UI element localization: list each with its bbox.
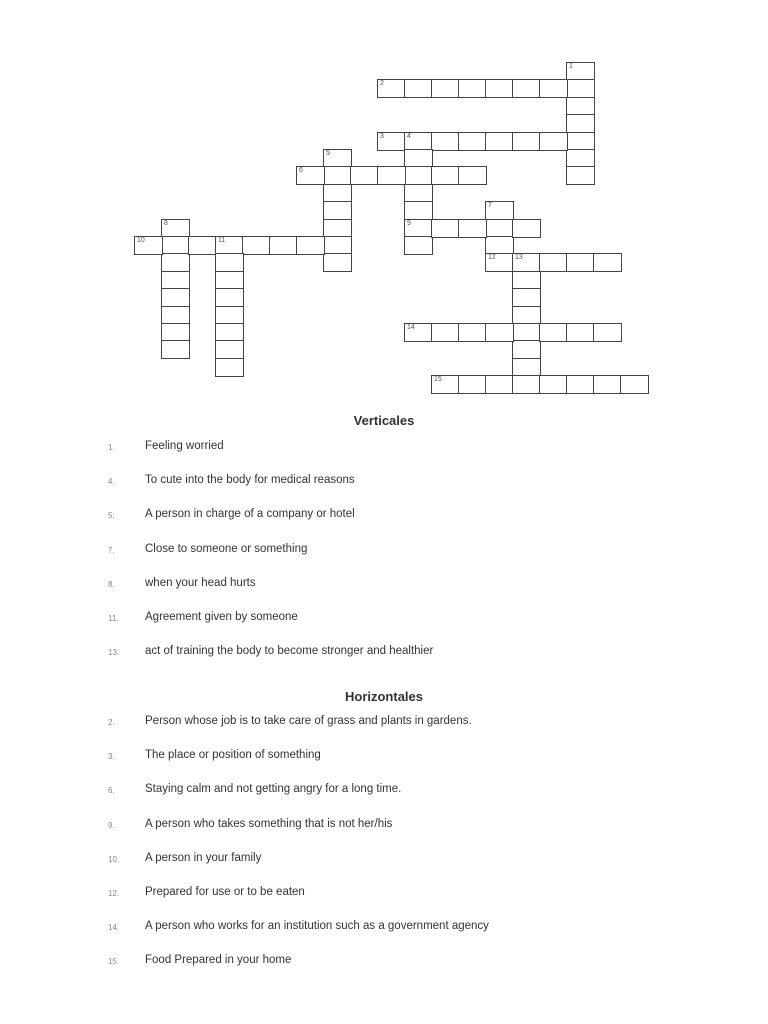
- clue-text: Prepared for use or to be eaten: [145, 886, 305, 898]
- clue-item: [0, 852, 768, 870]
- crossword-cell[interactable]: [161, 306, 190, 325]
- crossword-cell[interactable]: [593, 323, 622, 342]
- crossword-cell[interactable]: [323, 166, 352, 185]
- clue-number: 10.: [108, 854, 120, 864]
- crossword-cell[interactable]: [458, 79, 487, 98]
- clue-item: [0, 954, 768, 972]
- clue-number: 6.: [108, 786, 115, 796]
- horizontales-heading: Horizontales: [344, 689, 423, 704]
- clue-text: The place or position of something: [145, 749, 321, 762]
- crossword-cell[interactable]: [323, 253, 352, 272]
- crossword-cell[interactable]: [215, 306, 244, 325]
- crossword-cell[interactable]: [215, 288, 244, 307]
- crossword-cell[interactable]: [458, 132, 487, 151]
- crossword-cell[interactable]: [323, 219, 352, 238]
- clue-number: 3.: [108, 752, 115, 762]
- crossword-cell[interactable]: [512, 358, 541, 377]
- crossword-cell[interactable]: [323, 149, 352, 168]
- crossword-cell[interactable]: [512, 306, 541, 325]
- crossword-cell[interactable]: [512, 375, 541, 394]
- crossword-cell[interactable]: [566, 323, 595, 342]
- clue-number-label: 2: [380, 80, 384, 88]
- crossword-cell[interactable]: [512, 323, 541, 342]
- clue-number: 13.: [108, 648, 120, 658]
- clue-text: A person in charge of a company or hotel: [145, 508, 355, 521]
- clue-item: [0, 577, 768, 595]
- crossword-cell[interactable]: [215, 358, 244, 377]
- clue-number: 9.: [108, 820, 115, 830]
- crossword-cell[interactable]: [485, 236, 514, 255]
- crossword-cell[interactable]: [404, 79, 433, 98]
- crossword-cell[interactable]: [485, 219, 514, 238]
- clue-item: [0, 886, 768, 904]
- clue-text: A person who takes something that is not her/his: [145, 817, 393, 830]
- clue-number-label: 14: [407, 324, 415, 331]
- crossword-cell[interactable]: [539, 375, 568, 394]
- clue-text: Agreement given by someone: [145, 611, 298, 623]
- crossword-cell[interactable]: [215, 253, 244, 272]
- crossword-cell[interactable]: [512, 288, 541, 307]
- clue-number: 8.: [108, 579, 115, 589]
- crossword-cell[interactable]: [512, 132, 541, 151]
- crossword-cell[interactable]: [404, 166, 433, 185]
- clue-number-label: 8: [164, 219, 168, 227]
- verticales-heading: Verticales: [353, 413, 415, 428]
- crossword-cell[interactable]: [458, 375, 487, 394]
- clue-number-label: 9: [407, 219, 411, 227]
- crossword-cell[interactable]: [431, 166, 460, 185]
- crossword-cell[interactable]: [539, 253, 568, 272]
- crossword-cell[interactable]: [161, 323, 190, 342]
- clue-item: [0, 920, 768, 938]
- crossword-cell[interactable]: [404, 184, 433, 203]
- clue-item: [0, 474, 768, 492]
- clue-number-label: 5: [326, 150, 330, 157]
- clue-number-label: 4: [407, 132, 411, 140]
- crossword-cell[interactable]: [323, 184, 352, 203]
- crossword-cell[interactable]: [458, 219, 487, 238]
- crossword-cell[interactable]: [161, 288, 190, 307]
- crossword-cell[interactable]: [566, 79, 595, 98]
- clue-text: Feeling worried: [145, 440, 224, 452]
- crossword-cell[interactable]: [512, 340, 541, 359]
- clue-text: A person who works for an institution such as a government agency: [145, 920, 489, 933]
- crossword-cell[interactable]: [539, 132, 568, 151]
- crossword-cell[interactable]: [431, 375, 460, 394]
- crossword-cell[interactable]: [566, 132, 595, 151]
- crossword-cell[interactable]: [215, 271, 244, 290]
- clue-number: 15.: [108, 957, 120, 967]
- crossword-cell[interactable]: [323, 236, 352, 255]
- crossword-cell[interactable]: [512, 79, 541, 98]
- crossword-cell[interactable]: [485, 375, 514, 394]
- crossword-cell[interactable]: [215, 340, 244, 359]
- crossword-cell[interactable]: [242, 236, 271, 255]
- crossword-cell[interactable]: [620, 375, 649, 394]
- crossword-cell[interactable]: [404, 219, 433, 238]
- crossword-cell[interactable]: [512, 253, 541, 272]
- crossword-cell[interactable]: [485, 253, 514, 272]
- crossword-cell[interactable]: [512, 271, 541, 290]
- crossword-cell[interactable]: [539, 79, 568, 98]
- clue-text: A person in your family: [145, 851, 262, 864]
- crossword-cell[interactable]: [458, 166, 487, 185]
- crossword-cell[interactable]: [485, 201, 514, 220]
- clue-number: 1.: [108, 443, 115, 452]
- crossword-cell[interactable]: [215, 323, 244, 342]
- clue-text: Person whose job is to take care of grass and plants in gardens.: [145, 715, 472, 727]
- clue-number: 7.: [108, 545, 115, 555]
- crossword-cell[interactable]: [161, 253, 190, 272]
- crossword-cell[interactable]: [566, 97, 595, 116]
- crossword-cell[interactable]: [566, 166, 595, 185]
- crossword-cell[interactable]: [566, 375, 595, 394]
- clue-item: [0, 508, 768, 526]
- crossword-cell[interactable]: [593, 375, 622, 394]
- clue-number-label: 7: [488, 202, 492, 210]
- crossword-cell[interactable]: [323, 201, 352, 220]
- crossword-cell[interactable]: [134, 236, 163, 255]
- crossword-cell[interactable]: [377, 132, 406, 151]
- crossword-cell[interactable]: [350, 166, 379, 185]
- clue-number-label: 3: [380, 132, 384, 140]
- clue-number: 5.: [108, 511, 115, 521]
- crossword-cell[interactable]: [377, 166, 406, 185]
- crossword-cell[interactable]: [404, 201, 433, 220]
- clue-text: Close to someone or something: [145, 542, 308, 555]
- crossword-cell[interactable]: [539, 323, 568, 342]
- clue-text: Staying calm and not getting angry for a long time.: [145, 783, 402, 796]
- clue-item: [0, 749, 768, 767]
- clue-number: 11.: [108, 614, 119, 623]
- crossword-cell[interactable]: [269, 236, 298, 255]
- crossword-cell[interactable]: [161, 219, 190, 238]
- clue-number-label: 13: [515, 254, 523, 262]
- clue-number-label: 1: [569, 63, 573, 70]
- crossword-cell[interactable]: [485, 79, 514, 98]
- clue-item: [0, 715, 768, 733]
- clue-item: [0, 440, 768, 458]
- crossword-cell[interactable]: [512, 219, 541, 238]
- crossword-cell[interactable]: [161, 236, 190, 255]
- crossword-cell[interactable]: [458, 323, 487, 342]
- clue-item: [0, 543, 768, 561]
- crossword-cell[interactable]: [485, 132, 514, 151]
- clue-text: Food Prepared in your home: [145, 954, 292, 967]
- clue-number-label: 11: [218, 237, 226, 244]
- clue-number-label: 10: [137, 237, 145, 244]
- clue-number: 12.: [108, 889, 120, 898]
- crossword-cell[interactable]: [431, 79, 460, 98]
- clue-number: 14.: [108, 923, 120, 933]
- crossword-cell[interactable]: [296, 166, 325, 185]
- clue-number-label: 6: [299, 167, 303, 175]
- crossword-cell[interactable]: [404, 236, 433, 255]
- crossword-cell[interactable]: [431, 219, 460, 238]
- clue-number-label: 15: [434, 376, 442, 384]
- crossword-cell[interactable]: [404, 323, 433, 342]
- clue-number: 4.: [108, 477, 115, 487]
- clue-text: act of training the body to become stronger and healthier: [145, 645, 434, 658]
- crossword-cell[interactable]: [404, 132, 433, 151]
- crossword-cell[interactable]: [296, 236, 325, 255]
- clue-number: 2.: [108, 718, 115, 727]
- crossword-cell[interactable]: [431, 323, 460, 342]
- crossword-cell[interactable]: [215, 236, 244, 255]
- clue-item: [0, 783, 768, 801]
- crossword-cell[interactable]: [431, 132, 460, 151]
- crossword-cell[interactable]: [161, 340, 190, 359]
- crossword-cell[interactable]: [161, 271, 190, 290]
- crossword-cell[interactable]: [566, 253, 595, 272]
- crossword-cell[interactable]: [377, 79, 406, 98]
- clue-item: [0, 611, 768, 629]
- crossword-cell[interactable]: [593, 253, 622, 272]
- crossword-cell[interactable]: [485, 323, 514, 342]
- clue-item: [0, 818, 768, 836]
- crossword-grid: [0, 0, 768, 400]
- clue-text: when your head hurts: [145, 576, 256, 589]
- crossword-cell[interactable]: [404, 149, 433, 168]
- crossword-cell[interactable]: [188, 236, 217, 255]
- crossword-cell[interactable]: [566, 149, 595, 168]
- crossword-cell[interactable]: [566, 62, 595, 81]
- clue-item: [0, 645, 768, 663]
- crossword-cell[interactable]: [566, 114, 595, 133]
- clue-number-label: 12: [488, 254, 496, 262]
- clue-text: To cute into the body for medical reasons: [145, 474, 355, 487]
